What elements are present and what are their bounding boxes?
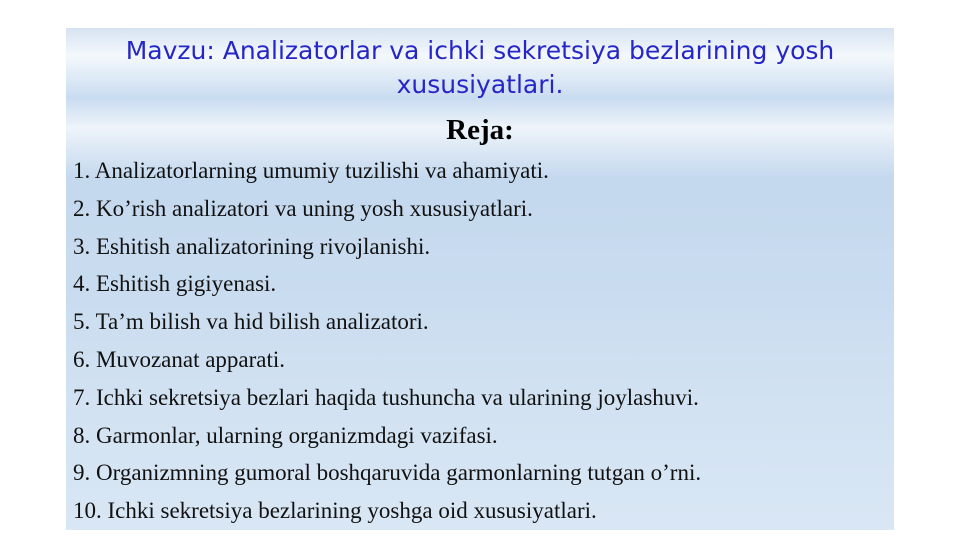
list-item: 6. Muvozanat apparati.: [73, 346, 286, 372]
list-item: 7. Ichki sekretsiya bezlari haqida tushuncha va ularining joylashuvi.: [73, 384, 699, 410]
list-item: 9. Organizmning gumoral boshqaruvida garmonlarning tutgan o’rni.: [73, 460, 702, 486]
list-item: 2. Ko’rish analizatori va uning yosh xususiyatlari.: [73, 195, 533, 221]
list-item: 10. Ichki sekretsiya bezlarining yoshga oid xususiyatlari.: [73, 498, 597, 524]
list-item: 4. Eshitish gigiyenasi.: [73, 271, 277, 297]
list-item: 1. Analizatorlarning umumiy tuzilishi va ahamiyati.: [73, 158, 549, 183]
plan-heading: Reja:: [446, 114, 514, 146]
content-panel: [66, 28, 894, 530]
list-item: 5. Ta’m bilish va hid bilish analizatori.: [73, 309, 429, 335]
slide-title: Mavzu: Analizatorlar va ichki sekretsiya bezlarining yosh xususiyatlari.: [125, 36, 835, 99]
list-item: 8. Garmonlar, ularning organizmdagi vazifasi.: [73, 422, 498, 448]
plan-list: [73, 152, 888, 530]
list-item: 3. Eshitish analizatorining rivojlanishi.: [73, 233, 431, 259]
